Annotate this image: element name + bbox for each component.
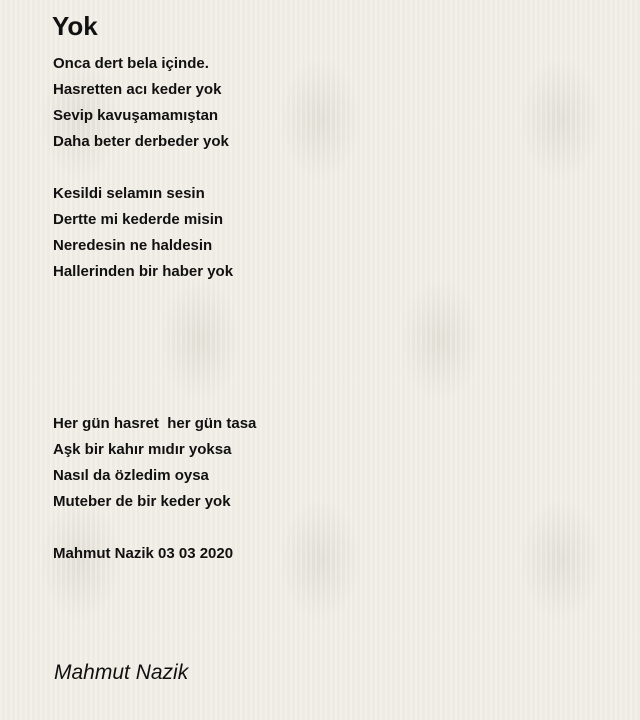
poem-line: Her gün hasret her gün tasa	[53, 415, 257, 432]
poem-line: Kesildi selamın sesin	[53, 185, 205, 202]
poem-line: Hallerinden bir haber yok	[53, 263, 234, 280]
poem-line: Muteber de bir keder yok	[53, 493, 231, 510]
poem-line: Neredesin ne haldesin	[53, 237, 213, 254]
poem-line: Sevip kavuşamamıştan	[53, 107, 219, 124]
poem-line: Aşk bir kahır mıdır yoksa	[53, 441, 232, 458]
poem-line: Daha beter derbeder yok	[53, 133, 229, 150]
author-name: Mahmut Nazik	[54, 661, 189, 684]
poem-line: Onca dert bela içinde.	[53, 55, 209, 72]
poem-title: Yok	[52, 11, 98, 41]
poem-signature-date: Mahmut Nazik 03 03 2020	[53, 545, 234, 562]
poem-line: Dertte mi kederde misin	[53, 211, 224, 228]
poem-line: Hasretten acı keder yok	[53, 81, 222, 98]
poem-line: Nasıl da özledim oysa	[53, 467, 209, 484]
